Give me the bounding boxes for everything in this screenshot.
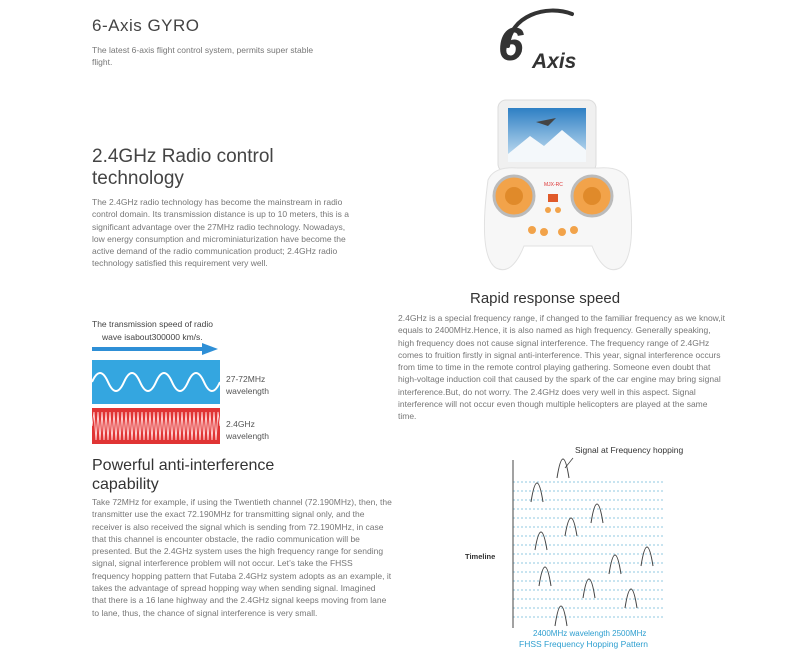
fhss-diagram bbox=[465, 438, 695, 650]
logo-number: 6 bbox=[498, 18, 524, 70]
gyro-description: The latest 6-axis flight control system, permits super stable flight. bbox=[92, 45, 314, 67]
fhss-signal-label: Signal at Frequency hopping bbox=[575, 445, 684, 455]
fhss-caption: FHSS Frequency Hopping Pattern bbox=[519, 639, 648, 649]
speed-line-2: wave isabout300000 km/s. bbox=[102, 332, 203, 342]
controller-image bbox=[478, 96, 638, 276]
wave-27-72mhz-label: 27-72MHz wavelength bbox=[226, 374, 270, 396]
logo-word: Axis bbox=[532, 50, 577, 73]
radio-title: 2.4GHz Radio control technology bbox=[92, 146, 274, 189]
arrow-icon bbox=[92, 343, 222, 355]
rapid-title: Rapid response speed bbox=[470, 290, 621, 307]
anti-title: Powerful anti-interference capability bbox=[92, 457, 275, 493]
radio-body: The 2.4GHz radio technology has become the mainstream in radio control domain. Its transmission distance is up to 10 meters, this is a significant advantage over the 27MHz radio technology. Nowadays, low energy consumption and microminiaturization have become the active demand of the radio communication product; 2.4GHz radio technology satisfied this requirement very well. bbox=[92, 197, 350, 269]
fhss-timeline-label: Timeline bbox=[465, 552, 496, 561]
speed-line-1: The transmission speed of radio bbox=[92, 319, 213, 329]
controller-brand: MJX-RC bbox=[544, 182, 563, 188]
anti-body: Take 72MHz for example, if using the Twentieth channel (72.190MHz), then, the transmitter use the exact 72.190MHz for transmitting signal only, and the receiver is also received the signal which is sending from 72.190MHz, in case that this channel is encounter obstacle, the radio communication will be presented. But the 2.4GHz system uses the high frequency range for sending signal, signal interference problem will not occur. Let’s take the FHSS frequency hopping pattern that Futaba 2.4GHz system adopts as an example, it takes the advantage of spread hopping way when sending signal. Imagined that there is a 16 lane highway and the 2.4GHz signal keeps moving from lane to lane, thus, the chance of signal interference is very small. bbox=[92, 497, 392, 618]
wave-2-4ghz-label: 2.4GHz wavelength bbox=[226, 419, 270, 441]
fhss-range-label: 2400MHz wavelength 2500MHz bbox=[533, 629, 647, 638]
wave-2-4ghz bbox=[92, 408, 220, 444]
gyro-title: 6-Axis GYRO bbox=[92, 16, 200, 35]
six-axis-logo bbox=[488, 2, 598, 74]
rapid-body: 2.4GHz is a special frequency range, if changed to the familiar frequency as we know,it equals to 2400MHz.Hence, it is also named as high frequency. Generally speaking, high frequency does not cause signal interference. The frequency range of 2.4GHz comes to fruition firstly in signal anti-interference. This year, signal interference occurs from time to time in the remote control playing gathering. Someone even doubt that high-voltage induction coil that caused by the spark of the car engine may bring signal interference.But, do not worry. The 2.4GHz does very well in this aspect. Signal interference will not occur even though multiple helicopters are played at the same time. bbox=[398, 313, 725, 422]
wave-27-72mhz bbox=[92, 360, 220, 404]
